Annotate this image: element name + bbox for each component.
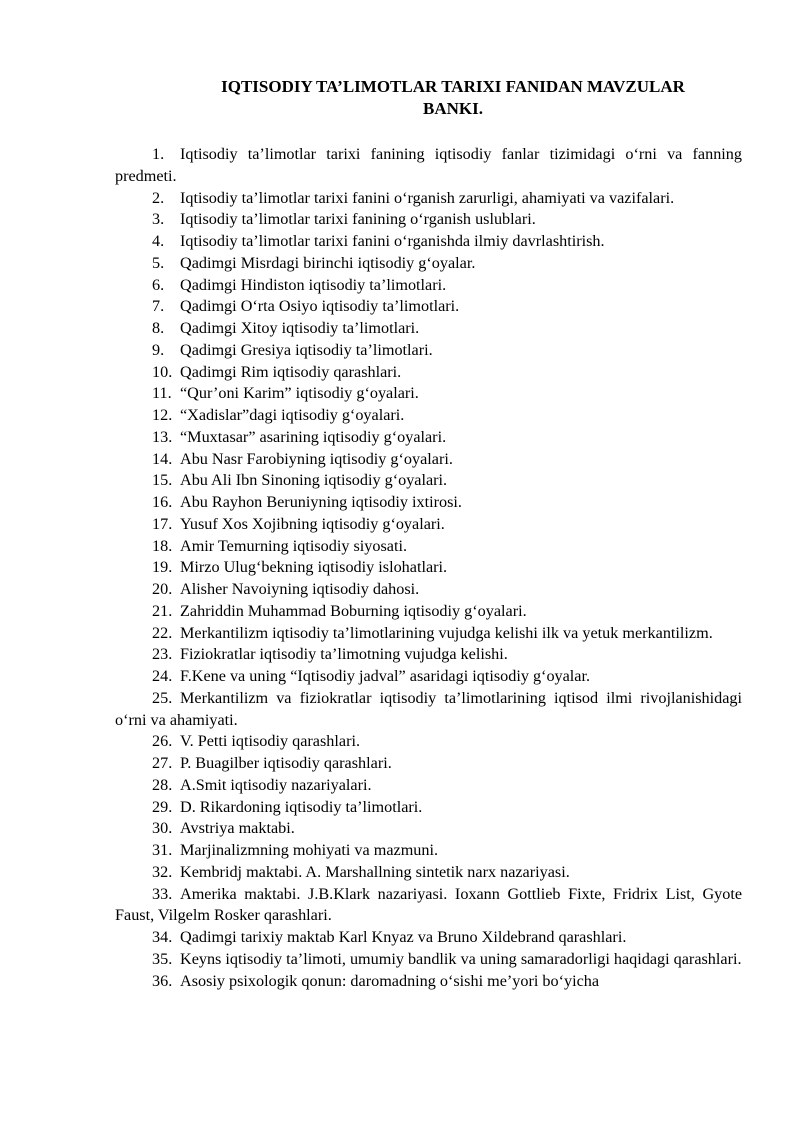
list-item-text: D. Rikardoning iqtisodiy ta’limotlari.: [180, 797, 423, 816]
list-item-text: Iqtisodiy ta’limotlar tarixi fanining iqtisodiy fanlar tizimidagi o‘rni va fanning predmeti.: [115, 145, 742, 185]
list-item-number: 12.: [152, 406, 173, 424]
list-item-text: Iqtisodiy ta’limotlar tarixi fanini o‘rganish zarurligi, ahamiyati va vazifalari.: [180, 188, 675, 207]
list-item: [115, 731, 742, 753]
list-item: [115, 318, 742, 340]
list-item-text: Avstriya maktabi.: [180, 819, 295, 838]
topic-list: [115, 144, 742, 992]
list-item-number: 29.: [152, 797, 173, 816]
list-item: [115, 753, 742, 775]
list-item-number: 23.: [152, 645, 173, 664]
list-item-number: 31.: [152, 841, 173, 859]
list-item-text: Amerika maktabi. J.B.Klark nazariyasi. Ioxann Gottlieb Fixte, Fridrix List, Gyote Faust, Vilgelm Rosker qarashlari.: [115, 884, 742, 925]
list-item: [115, 188, 742, 210]
list-item: [115, 557, 742, 579]
list-item: [115, 644, 742, 666]
list-item-text: “Muxtasar” asarining iqtisodiy g‘oyalari.: [180, 427, 447, 446]
list-item: [115, 427, 742, 449]
list-item-number: 22.: [152, 623, 173, 642]
list-item: [115, 449, 742, 471]
list-item-text: Yusuf Xos Xojibning iqtisodiy g‘oyalari.: [180, 514, 445, 533]
list-item-text: “Qur’oni Karim” iqtisodiy g‘oyalari.: [180, 384, 419, 403]
list-item: [115, 536, 742, 558]
list-item: [115, 840, 742, 862]
list-item: [115, 275, 742, 297]
list-item: [115, 231, 742, 253]
list-item-text: Marjinalizmning mohiyati va mazmuni.: [180, 841, 439, 859]
list-item-text: Abu Nasr Farobiyning iqtisodiy g‘oyalari.: [180, 449, 453, 468]
list-item-number: 32.: [152, 862, 173, 881]
list-item-number: 11.: [152, 384, 172, 403]
list-item-number: 25.: [152, 688, 173, 707]
list-item: [115, 144, 742, 188]
list-item-text: Mirzo Ulug‘bekning iqtisodiy islohatlari.: [180, 558, 448, 577]
list-item: [115, 797, 742, 819]
list-item: [115, 383, 742, 405]
list-item-text: V. Petti iqtisodiy qarashlari.: [180, 732, 360, 751]
list-item-number: 10.: [152, 362, 173, 381]
list-item-number: 30.: [152, 819, 173, 838]
list-item-text: Merkantilizm iqtisodiy ta’limotlarining vujudga kelishi ilk va yetuk merkantilizm.: [180, 623, 713, 642]
list-item-number: 24.: [152, 667, 173, 685]
list-item-text: Asosiy psixologik qonun: daromadning o‘sishi me’yori bo‘yicha: [180, 971, 600, 990]
list-item: [115, 623, 742, 645]
list-item-number: 36.: [152, 971, 173, 990]
list-item-text: Merkantilizm va fiziokratlar iqtisodiy ta’limotlarining iqtisod ilmi rivojlanishidagi o‘rni va ahamiyati.: [115, 688, 742, 729]
list-item-number: 21.: [152, 601, 173, 620]
list-item: [115, 340, 742, 362]
list-item-number: 2.: [152, 188, 165, 207]
list-item-number: 27.: [152, 754, 173, 772]
list-item: [115, 470, 742, 492]
list-item-text: P. Buagilber iqtisodiy qarashlari.: [180, 754, 392, 772]
list-item-text: Qadimgi Misrdagi birinchi iqtisodiy g‘oyalar.: [180, 253, 476, 272]
list-item-number: 15.: [152, 471, 173, 490]
list-item-number: 5.: [152, 253, 165, 272]
page-title: [118, 76, 788, 120]
list-item-text: “Xadislar”dagi iqtisodiy g‘oyalari.: [180, 406, 405, 424]
list-item-text: Qadimgi Hindiston iqtisodiy ta’limotlari.: [180, 275, 447, 294]
list-item-number: 4.: [152, 232, 165, 250]
list-item-number: 20.: [152, 580, 173, 598]
list-item-number: 7.: [152, 297, 165, 316]
list-item-text: Iqtisodiy ta’limotlar tarixi fanini o‘rganishda ilmiy davrlashtirish.: [180, 232, 605, 250]
list-item: [115, 296, 742, 318]
list-item: [115, 949, 742, 971]
list-item: [115, 971, 742, 993]
list-item-text: Abu Ali Ibn Sinoning iqtisodiy g‘oyalari.: [180, 471, 448, 490]
list-item-number: 6.: [152, 275, 165, 294]
list-item-text: Qadimgi Gresiya iqtisodiy ta’limotlari.: [180, 340, 433, 359]
list-item: [115, 514, 742, 536]
list-item-text: Abu Rayhon Beruniyning iqtisodiy ixtirosi.: [180, 493, 462, 511]
list-item: [115, 927, 742, 949]
list-item-number: 16.: [152, 493, 173, 511]
list-item: [115, 601, 742, 623]
list-item: [115, 253, 742, 275]
list-item-number: 1.: [152, 145, 165, 163]
list-item-text: Qadimgi tarixiy maktab Karl Knyaz va Bruno Xildebrand qarashlari.: [180, 928, 627, 946]
list-item-number: 19.: [152, 558, 173, 577]
list-item-text: A.Smit iqtisodiy nazariyalari.: [180, 775, 372, 794]
list-item: [115, 862, 742, 884]
list-item-text: Qadimgi Rim iqtisodiy qarashlari.: [180, 362, 402, 381]
list-item: [115, 405, 742, 427]
list-item-number: 9.: [152, 340, 165, 359]
list-item-number: 14.: [152, 449, 173, 468]
list-item-text: F.Kene va uning “Iqtisodiy jadval” asaridagi iqtisodiy g‘oyalar.: [180, 667, 591, 685]
list-item-text: Zahriddin Muhammad Boburning iqtisodiy g‘oyalari.: [180, 601, 527, 620]
list-item-text: Qadimgi Xitoy iqtisodiy ta’limotlari.: [180, 319, 420, 337]
list-item-number: 17.: [152, 514, 173, 533]
list-item-text: Fiziokratlar iqtisodiy ta’limotning vujudga kelishi.: [180, 645, 508, 664]
title-line-1: IQTISODIY TA’LIMOTLAR TARIXI FANIDAN MAVZULAR: [221, 77, 685, 96]
list-item-text: Keyns iqtisodiy ta’limoti, umumiy bandlik va uning samaradorligi haqidagi qarashlari.: [180, 949, 742, 968]
list-item-text: Amir Temurning iqtisodiy siyosati.: [180, 536, 407, 555]
list-item-number: 34.: [152, 928, 173, 946]
list-item-number: 18.: [152, 536, 173, 555]
list-item-number: 35.: [152, 949, 173, 968]
list-item-number: 3.: [152, 210, 165, 229]
title-line-2: BANKI.: [423, 99, 483, 118]
list-item-text: Alisher Navoiyning iqtisodiy dahosi.: [180, 580, 420, 598]
list-item-number: 13.: [152, 427, 173, 446]
list-item-text: Qadimgi O‘rta Osiyo iqtisodiy ta’limotlari.: [180, 297, 460, 316]
list-item: [115, 884, 742, 928]
list-item-number: 26.: [152, 732, 173, 751]
list-item: [115, 579, 742, 601]
list-item-number: 33.: [152, 884, 173, 903]
list-item: [115, 362, 742, 384]
list-item-text: Iqtisodiy ta’limotlar tarixi fanining o‘rganish uslublari.: [180, 210, 536, 229]
list-item: [115, 492, 742, 514]
list-item-number: 8.: [152, 319, 165, 337]
list-item: [115, 818, 742, 840]
list-item: [115, 775, 742, 797]
list-item-text: Kembridj maktabi. A. Marshallning sintetik narx nazariyasi.: [180, 862, 570, 881]
list-item: [115, 209, 742, 231]
list-item: [115, 666, 742, 688]
list-item: [115, 688, 742, 732]
list-item-number: 28.: [152, 775, 173, 794]
